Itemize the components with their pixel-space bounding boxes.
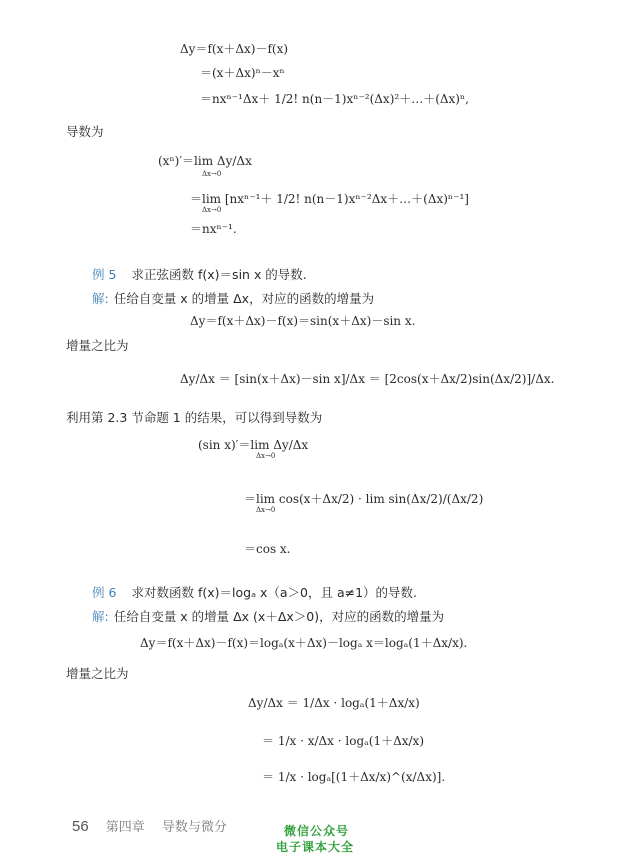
watermark-line1: 微信公众号: [284, 824, 350, 838]
eq-log-increment: Δy＝f(x＋Δx)－f(x)＝logₐ(x＋Δx)－logₐ x＝logₐ(1＋Δx/x).: [140, 636, 468, 650]
eq-log-ratio-line3: ＝ 1/x · logₐ[(1＋Δx/x)^(x/Δx)].: [262, 770, 446, 784]
eq-log-ratio-line1: Δy/Δx ＝ 1/Δx · logₐ(1＋Δx/x): [248, 696, 420, 710]
watermark-line2: 电子课本大全: [276, 840, 355, 854]
derivative-label: 导数为: [66, 124, 104, 139]
example-6-label: 例 6: [92, 585, 117, 600]
eq-xn-derivative-line3: ＝nxⁿ⁻¹.: [190, 222, 237, 236]
solution-text: 任给自变量 x 的增量 Δx (x＋Δx＞0)，对应的函数的增量为: [113, 609, 445, 624]
example-5-text: 求正弦函数 f(x)＝sin x 的导数.: [131, 267, 307, 282]
eq-log-ratio-line2: ＝ 1/x · x/Δx · logₐ(1＋Δx/x): [262, 734, 425, 748]
example-5: [92, 264, 307, 283]
eq-sin-ratio: Δy/Δx ＝ [sin(x＋Δx)－sin x]/Δx ＝ [2cos(x＋Δx/2)sin(Δx/2)]/Δx.: [180, 372, 555, 386]
example-6-solution: [92, 606, 444, 625]
limit-subscript: Δx→0: [256, 506, 276, 514]
chapter-title: 导数与微分: [161, 820, 227, 835]
eq-xn-derivative-line1: (xⁿ)′＝lim Δy/Δx: [158, 154, 252, 168]
example-5-solution: [92, 288, 374, 307]
eq-delta-y-line3: ＝nxⁿ⁻¹Δx＋ 1/2! n(n－1)xⁿ⁻²(Δx)²＋…＋(Δx)ⁿ,: [200, 92, 469, 106]
example-5-label: 例 5: [92, 267, 117, 282]
eq-delta-y-line2: ＝(x＋Δx)ⁿ－xⁿ: [200, 66, 285, 80]
chapter-number: 第四章: [105, 820, 145, 835]
ratio-label: 增量之比为: [66, 666, 129, 681]
eq-sin-increment: Δy＝f(x＋Δx)－f(x)＝sin(x＋Δx)－sin x.: [190, 314, 416, 328]
solution-label: 解:: [92, 609, 109, 624]
eq-sin-derivative-line1: (sin x)′＝lim Δy/Δx: [198, 438, 309, 452]
eq-xn-derivative-line2: ＝lim [nxⁿ⁻¹＋ 1/2! n(n－1)xⁿ⁻²Δx＋…＋(Δx)ⁿ⁻¹]: [190, 192, 469, 206]
example-6: [92, 582, 417, 601]
limit-subscript: Δx→0: [256, 452, 276, 460]
eq-delta-y-line1: Δy＝f(x＋Δx)－f(x): [180, 42, 289, 56]
solution-label: 解:: [92, 291, 109, 306]
example-6-text: 求对数函数 f(x)＝logₐ x（a＞0，且 a≠1）的导数.: [131, 585, 418, 600]
limit-subscript: Δx→0: [202, 170, 222, 178]
eq-sin-derivative-line2: ＝lim cos(x＋Δx/2) · lim sin(Δx/2)/(Δx/2): [244, 492, 484, 506]
page-number: 56: [72, 818, 89, 835]
solution-text: 任给自变量 x 的增量 Δx，对应的函数的增量为: [113, 291, 375, 306]
use-proposition-text: 利用第 2.3 节命题 1 的结果，可以得到导数为: [66, 410, 323, 425]
limit-subscript: Δx→0: [202, 206, 222, 214]
page-footer: [72, 816, 227, 835]
eq-sin-derivative-line3: ＝cos x.: [244, 542, 291, 556]
ratio-label: 增量之比为: [66, 338, 129, 353]
